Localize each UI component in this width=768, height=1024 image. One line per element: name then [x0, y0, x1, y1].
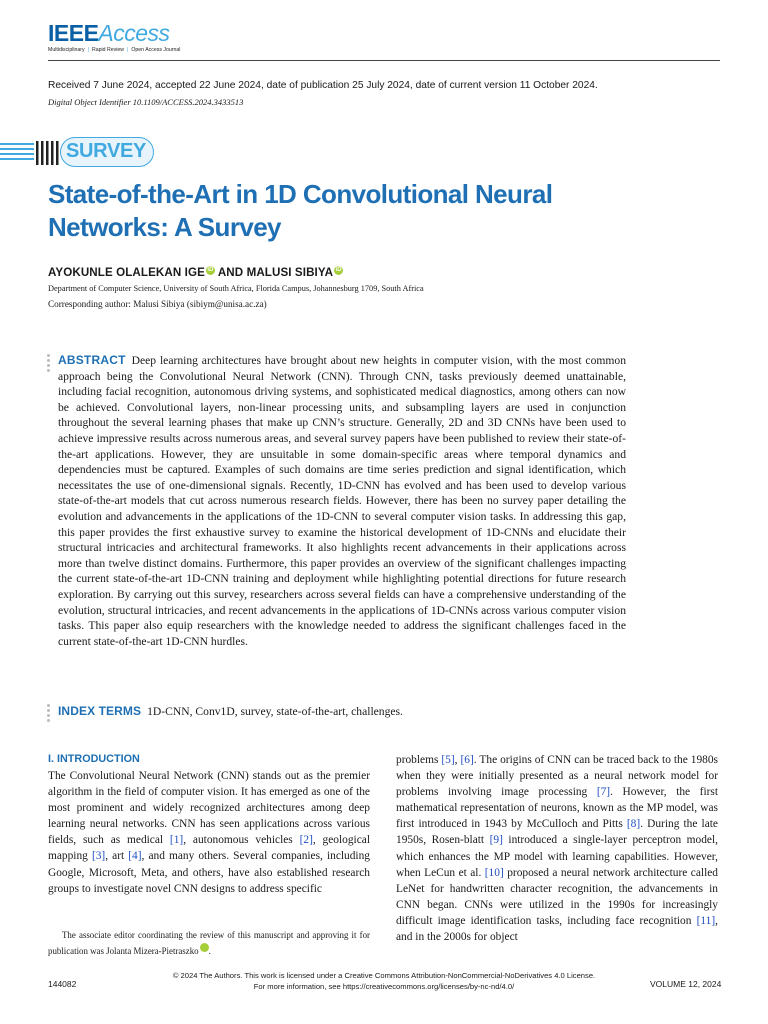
body-text: , and in the 2000s for object	[396, 914, 718, 944]
index-terms-heading: INDEX TERMS	[58, 704, 142, 718]
citation-link[interactable]: [4]	[128, 850, 142, 863]
citation-link[interactable]: [1]	[169, 834, 184, 847]
abstract-marker-icon	[47, 354, 51, 374]
body-column-right	[396, 752, 718, 945]
license-line: © 2024 The Authors. This work is licensed under a Creative Commons Attribution-NonCommercial-NoDerivatives 4.0 License.	[172, 971, 596, 980]
author-name: AYOKUNLE OLALEKAN IGE	[48, 266, 205, 279]
logo-access: Access	[98, 20, 170, 46]
orcid-icon[interactable]: iD	[335, 267, 342, 273]
citation-link[interactable]: [7]	[596, 786, 611, 799]
author-join: AND	[214, 266, 247, 279]
doi-link[interactable]: 10.1109/ACCESS.2024.3433513	[132, 97, 244, 107]
survey-banner	[0, 137, 160, 169]
body-text: ,	[454, 754, 461, 766]
body-column-left	[48, 768, 370, 897]
body-text: The Convolutional Neural Network (CNN) stands out as the premier algorithm in the field of computer vision. It has emerged as one of the most prominent and widely recognized architectures among deep learning neural networks. CNN has seen applications across various fields, such as medical	[48, 770, 370, 847]
abstract	[58, 353, 626, 649]
index-terms	[58, 704, 403, 718]
author-line	[48, 266, 343, 279]
ieee-access-logo	[48, 20, 248, 56]
affiliation: Department of Computer Science, University of South Africa, Florida Campus, Johannesburg 1709, South Africa	[48, 284, 424, 293]
editor-footnote: The associate editor coordinating the review of this manuscript and approving it for publication was Jolanta Mizera-Pietraszko iD.	[48, 930, 370, 956]
doi-line	[48, 97, 243, 107]
citation-link[interactable]: [9]	[489, 834, 503, 847]
received-dates: Received 7 June 2024, accepted 22 June 2024, date of publication 25 July 2024, date of current version 11 October 2024.	[48, 80, 598, 91]
header-divider	[48, 60, 720, 61]
body-text: . However, the first mathematical representation of neurons, known as the MP model, was first introduced in 1943 by McCulloch and Pitts	[396, 786, 719, 831]
index-terms-text: 1D-CNN, Conv1D, survey, state-of-the-art, challenges.	[147, 705, 403, 718]
license-link[interactable]: For more information, see https://creativecommons.org/licenses/by-nc-nd/4.0/	[253, 982, 515, 991]
abstract-text: Deep learning architectures have brought about new heights in computer vision, with the most common approach being the Convolutional Neural Network (CNN). Through CNN, tasks previously deemed unattainable, including facial recognition, autonomous driving systems, and sophisticated medical diagnostics, among others can now be achieved. Convolutional layers, non-linear processing units, and subsampling layers are used in conjunction throughout the several learning phases that make up CNN’s structure. Generally, 2D and 3D CNNs have been used to achieve impressive results across numerous areas, and several survey papers have been published to review their state-of-the-art applications. However, they are unsuitable in some domain-specific areas where temporal dynamics and dependencies must be captured. Examples of such domains are time series prediction and signal identification, which necessitates the use of one-dimensional signals. Recently, 1D-CNN has evolved and has been used to develop various state-of-the-art models that cut across numerous research fields. However, there has been no survey paper detailing the evolution and advancements in the applications of the 1D-CNN to several computer vision tasks. In addressing this gap, this paper provides the first exhaustive survey to examine the historical development of 1D-CNNs and elucidate their structural intricacies and architectural frameworks. It also highlights recent advancements in their applications across more than twelve distinct domains. Furthermore, this paper provides an overview of the significant challenges impacting the current state-of-the-art 1D-CNN training and deployment while highlighting potential directions for future research exploration. By carrying out this survey, researchers across several fields can have a comprehensive understanding of the evolution, structural intricacies, and recent advancements in the applications of 1D-CNNs across various computer vision tasks. This paper also equip researchers with the knowledge needed to address the significant challenges faced in the current state-of-the-art 1D-CNN hurdles.	[58, 354, 626, 648]
banner-label: SURVEY	[66, 140, 147, 162]
logo-ieee: IEEE	[48, 20, 99, 46]
citation-link[interactable]: [2]	[299, 834, 313, 847]
corresponding-author: Corresponding author: Malusi Sibiya (sibiym@unisa.ac.za)	[48, 299, 267, 309]
tagline-item: Open Access Journal	[131, 47, 181, 53]
body-text: , art	[105, 850, 129, 863]
volume-label: VOLUME 12, 2024	[650, 979, 722, 989]
orcid-icon[interactable]: iD	[200, 943, 209, 952]
banner-stripes-icon	[0, 141, 64, 165]
index-terms-marker-icon	[47, 704, 51, 724]
tagline-item: Multidisciplinary	[48, 47, 85, 53]
page-number: 144082	[48, 979, 77, 989]
orcid-icon[interactable]: iD	[207, 267, 214, 273]
body-text: , and many others. Several companies, including Google, Microsoft, Meta, and others, have also established research groups to investigate novel CNN designs to address specific	[48, 850, 370, 895]
author-name: MALUSI SIBIYA	[246, 266, 334, 279]
body-text: problems	[396, 754, 442, 766]
section-heading-introduction: I. INTRODUCTION	[48, 753, 140, 765]
citation-link[interactable]: [8]	[626, 818, 641, 831]
body-text: . During the late 1950s, Rosen-blatt	[396, 818, 718, 847]
body-text: proposed a neural network architecture called LeNet for handwritten character recognition, the advancements in CNN began. CNNs were utilized in the 1990s for increasingly difficult image identification tasks, including face recognition	[396, 866, 718, 927]
citation-link[interactable]: [11]	[696, 914, 716, 927]
citation-link[interactable]: [5]	[441, 754, 455, 766]
citation-link[interactable]: [3]	[91, 850, 106, 863]
doi-label: Digital Object Identifier	[48, 97, 131, 107]
abstract-heading: ABSTRACT	[58, 353, 126, 367]
body-text: , geological mapping	[48, 834, 370, 863]
tagline-item: Rapid Review	[91, 47, 124, 53]
body-text: introduced a single-layer perceptron model, which enhances the MP model with learning capabilities. However, when LeCun et al.	[396, 834, 718, 879]
paper-title: State-of-the-Art in 1D Convolutional Neural Networks: A Survey	[48, 179, 553, 242]
body-text: , autonomous vehicles	[183, 834, 300, 847]
citation-link[interactable]: [6]	[460, 754, 474, 766]
citation-link[interactable]: [10]	[484, 866, 504, 879]
logo-tagline: Multidisciplinary | Rapid Review | Open Access Journal	[48, 47, 181, 53]
footnote-text: The associate editor coordinating the review of this manuscript and approving it for publication was Jolanta Mizera-Pietraszko	[48, 930, 370, 956]
body-text: . The origins of CNN can be traced back to the 1980s when they were initially presented as a neural network model for problems involving image processing	[396, 754, 718, 799]
